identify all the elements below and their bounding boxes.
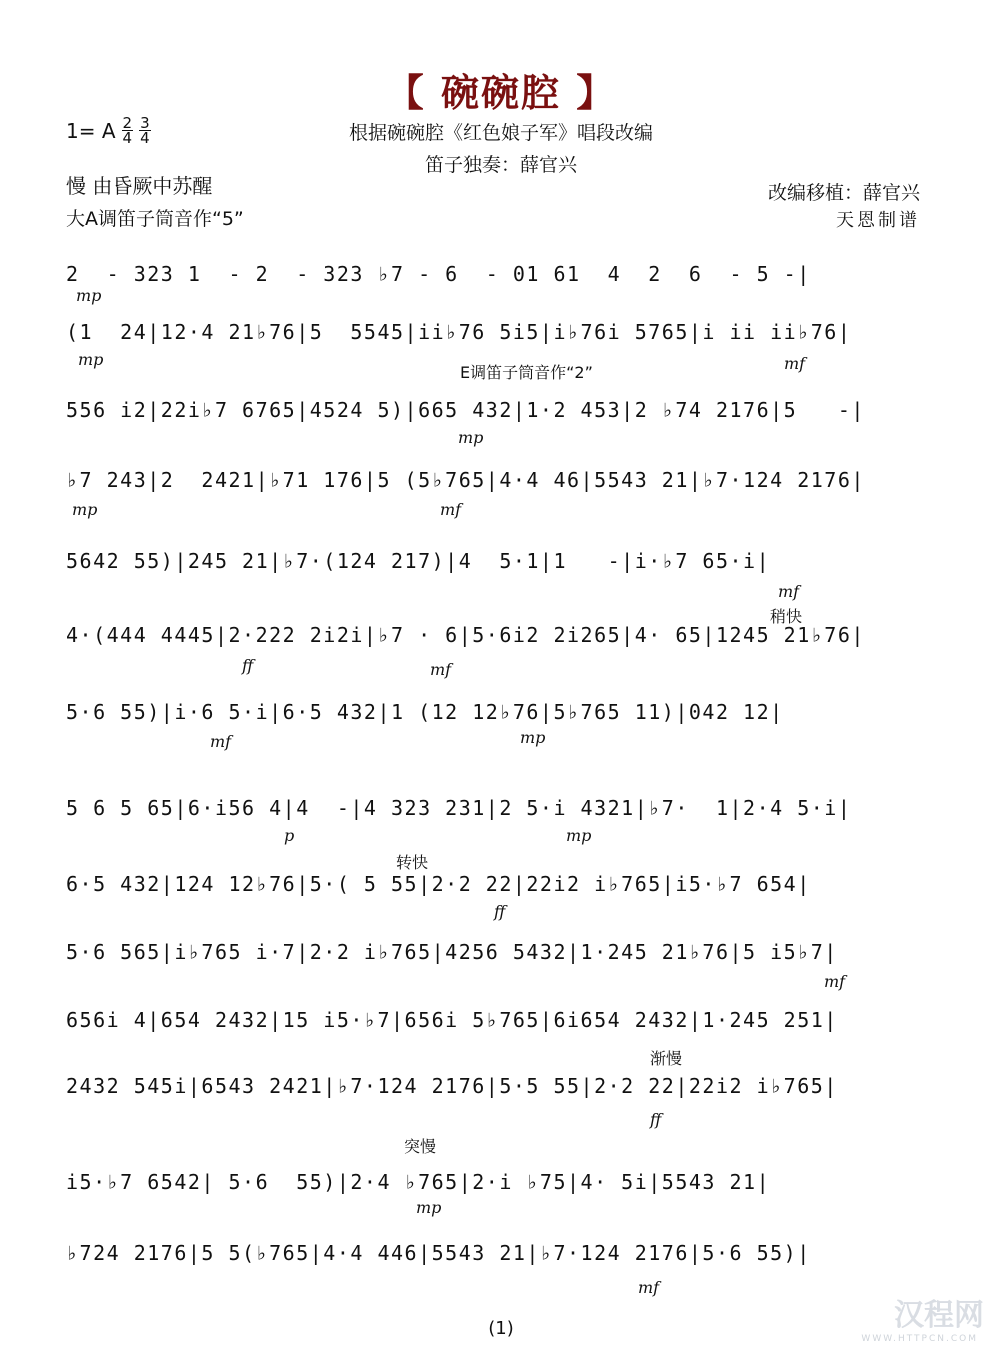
dynamic-mark: mp	[416, 1198, 442, 1217]
dynamic-mark: mf	[778, 582, 800, 601]
dynamic-mark: mp	[566, 826, 592, 845]
title-open-bracket: 【	[385, 71, 426, 115]
dynamic-mark: mf	[210, 732, 232, 751]
dynamic-mark: mf	[784, 354, 806, 373]
page-title	[0, 62, 1002, 117]
score-row: 656i 4|654 2432|15 i5·♭7|656i 5♭765|6i654 2432|1·245 251|	[66, 1008, 838, 1032]
score-row: 2 - 323 1 - 2 - 323 ♭7 - 6 - 01 61 4 2 6 - 5 -|	[66, 262, 811, 286]
tempo-change-note: 渐慢	[650, 1049, 683, 1068]
score-row: 6·5 432|124 12♭76|5·( 5 55|2·2 22|22i2 i♭765|i5·♭7 654|	[66, 872, 811, 896]
site-watermark-url: WWW.HTTPCN.COM	[861, 1334, 978, 1344]
score-row: 5 6 5 65|6·i56 4|4 -|4 323 231|2 5·i 4321|♭7· 1|2·4 5·i|	[66, 796, 852, 820]
dynamic-mark: mp	[520, 728, 546, 747]
score-row: 556 i2|22i♭7 6765|4524 5)|665 432|1·2 453|2 ♭74 2176|5 -|	[66, 398, 865, 422]
subtitle-performer: 笛子独奏：薛官兴	[424, 154, 577, 176]
score-row: 5·6 565|i♭765 i·7|2·2 i♭765|4256 5432|1·245 21♭76|5 i5♭7|	[66, 940, 838, 964]
tempo-marking: 慢 由昏厥中苏醒	[66, 174, 213, 198]
score-row: 2432 545i|6543 2421|♭7·124 2176|5·5 55|2·2 22|22i2 i♭765|	[66, 1074, 838, 1098]
score-maker: 天恩制谱	[836, 210, 920, 231]
dynamic-mark: mf	[440, 500, 462, 519]
dynamic-mark: mp	[72, 500, 98, 519]
dynamic-mark: p	[284, 826, 295, 845]
dynamic-mark: ff	[242, 656, 254, 675]
flute-tuning-note: 大A调笛子筒音作“5”	[66, 208, 244, 230]
tempo-change-note: 稍快	[770, 607, 803, 626]
score-row: 5·6 55)|i·6 5·i|6·5 432|1 (12 12♭76|5♭765 11)|042 12|	[66, 700, 784, 724]
score-row: ♭724 2176|5 5(♭765|4·4 446|5543 21|♭7·124 2176|5·6 55)|	[66, 1241, 811, 1265]
dynamic-mark: mp	[76, 286, 102, 305]
dynamic-mark: mp	[458, 428, 484, 447]
dynamic-mark: ff	[494, 902, 506, 921]
arranger-credit: 改编移植：薛官兴	[767, 182, 920, 204]
page-number: (1)	[488, 1318, 514, 1339]
score-row: i5·♭7 6542| 5·6 55)|2·4 ♭765|2·i ♭75|4· 5i|5543 21|	[66, 1170, 771, 1194]
title-text: 碗碗腔	[440, 71, 561, 115]
time-signature-1: $\frac{2}{4}$	[122, 114, 133, 147]
subtitle-source: 根据碗碗腔《红色娘子军》唱段改编	[348, 122, 653, 144]
dynamic-mark: mf	[430, 660, 452, 679]
score-row: 5642 55)|245 21|♭7·(124 217)|4 5·1|1 -|i·♭7 65·i|	[66, 549, 771, 573]
score-row: ♭7 243|2 2421|♭71 176|5 (5♭765|4·4 46|5543 21|♭7·124 2176|	[66, 468, 865, 492]
score-row: 4·(444 4445|2·222 2i2i|♭7 · 6|5·6i2 2i265|4· 65|1245 21♭76|	[66, 623, 865, 647]
key-change-note: E调笛子筒音作“2”	[460, 363, 593, 382]
time-signature-2: $\frac{3}{4}$	[140, 114, 150, 147]
tempo-change-note: 突慢	[404, 1137, 437, 1156]
title-close-bracket: 】	[576, 71, 617, 115]
score-row: (1 24|12·4 21♭76|5 5545|ii♭76 5i5|i♭76i 5765|i ii ii♭76|	[66, 320, 852, 344]
dynamic-mark: mf	[824, 972, 846, 991]
dynamic-mark: mp	[78, 350, 104, 369]
dynamic-mark: mf	[638, 1278, 660, 1297]
dynamic-mark: ff	[650, 1110, 662, 1129]
site-watermark: 汉程网	[894, 1298, 984, 1333]
key-label: 1= A	[66, 118, 116, 143]
tempo-change-note: 转快	[396, 853, 429, 872]
